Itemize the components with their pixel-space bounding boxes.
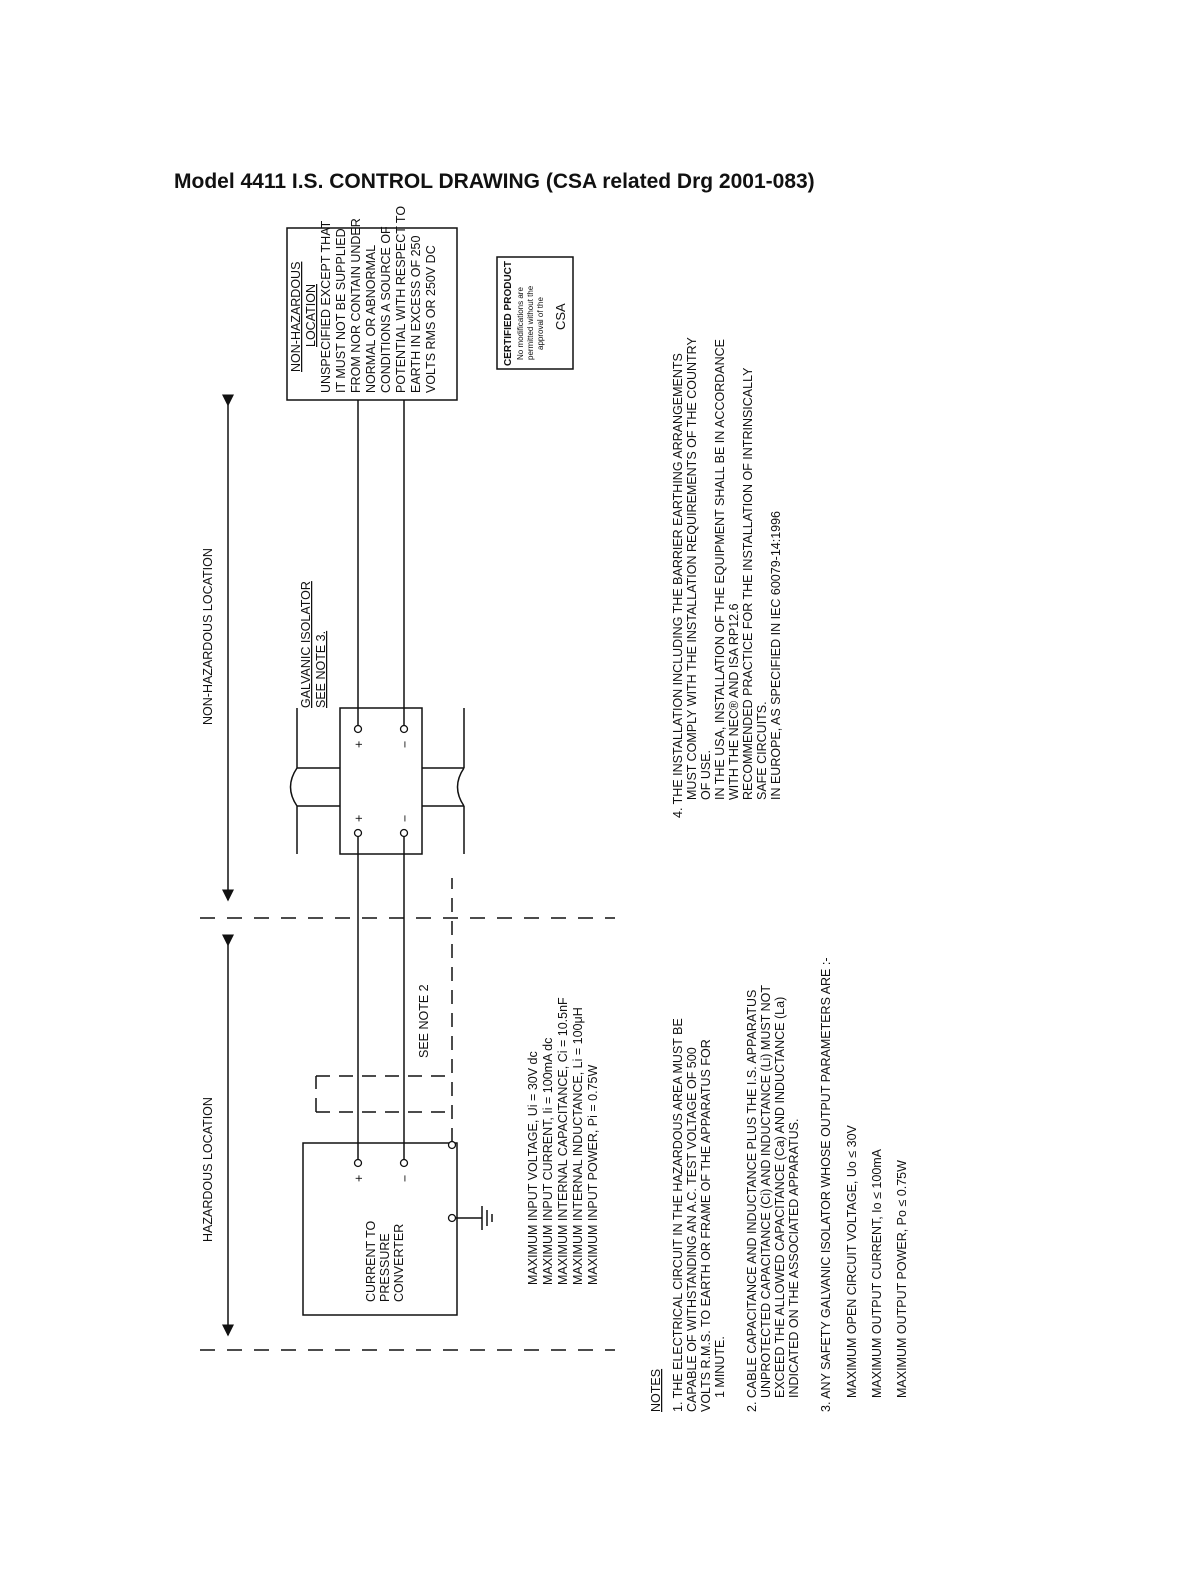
note-4-line-5: WITH THE NEC® AND ISA RP12.6 [727,603,741,800]
note-1-line-2: CAPABLE OF WITHSTANDING AN A.C. TEST VOLTAGE OF 500 [685,1047,699,1412]
isolator-plus-out-sign: + [352,740,366,748]
note-4-line-3: OF USE. [699,749,713,800]
converter-plus-terminal [355,1160,362,1167]
non-hazardous-box-line-1: UNSPECIFIED EXCEPT THAT [319,220,333,393]
isolator-minus-out-terminal [401,726,408,733]
converter-label-line-2: PRESSURE [378,1233,392,1302]
non-hazardous-box-line-4: NORMAL OR ABNORMAL [364,244,378,393]
non-hazardous-box-line-5: CONDITIONS A SOURCE OF [379,226,393,393]
note-3-line-1: 3. ANY SAFETY GALVANIC ISOLATOR WHOSE OUTPUT PARAMETERS ARE :- [819,957,833,1412]
parameter-3: MAXIMUM INTERNAL CAPACITANCE, Ci = 10.5nF [556,997,570,1285]
parameter-5: MAXIMUM INPUT POWER, Pi = 0.75W [586,1064,600,1285]
non-hazardous-box-heading-1: NON-HAZARDOUS [289,261,303,372]
note-3-line-2: MAXIMUM OPEN CIRCUIT VOLTAGE, Uo ≤ 30V [845,1125,859,1398]
see-note-2-label: SEE NOTE 2 [417,984,431,1058]
note-3-line-4: MAXIMUM OUTPUT POWER, Po ≤ 0.75W [895,1160,909,1398]
non-hazardous-box-line-3: FROM NOR CONTAIN UNDER [349,218,363,393]
note-4-line-1: 4. THE INSTALLATION INCLUDING THE BARRIER EARTHING ARRANGEMENTS [671,353,685,818]
certified-heading: CERTIFIED PRODUCT [503,261,514,366]
converter-label-line-1: CURRENT TO [364,1220,378,1302]
note-1-line-1: 1. THE ELECTRICAL CIRCUIT IN THE HAZARDOUS AREA MUST BE [671,1018,685,1412]
note-2-line-1: 2. CABLE CAPACITANCE AND INDUCTANCE PLUS THE I.S. APPARATUS [745,989,759,1412]
non-hazardous-box-line-2: IT MUST NOT BE SUPPLIED [334,228,348,393]
isolator-label: GALVANIC ISOLATOR [299,581,313,708]
non-hazardous-box-line-7: EARTH IN EXCESS OF 250 [409,235,423,393]
certified-line-2: permitted without the [526,285,535,360]
isolator-cable [291,708,465,854]
isolator-plus-in-sign: + [352,814,366,822]
note-2-line-3: EXCEED THE ALLOWED CAPACITANCE (Ca) AND INDUCTANCE (La) [773,996,787,1398]
drawing-title: Model 4411 I.S. CONTROL DRAWING (CSA related Drg 2001-083) [174,170,815,193]
note-4-line-4: IN THE USA, INSTALLATION OF THE EQUIPMENT SHALL BE IN ACCORDANCE [713,339,727,800]
note-4-line-6: RECOMMENDED PRACTICE FOR THE INSTALLATION OF INTRINSICALLY [741,367,755,800]
parameter-4: MAXIMUM INTERNAL INDUCTANCE, Li = 100μH [571,1007,585,1285]
shield-terminal [449,1142,456,1149]
isolator-plus-in-terminal [355,830,362,837]
parameter-1: MAXIMUM INPUT VOLTAGE, Ui = 30V dc [526,1051,540,1285]
converter-minus-terminal [401,1160,408,1167]
note-1-line-3: VOLTS R.M.S. TO EARTH OR FRAME OF THE APPARATUS FOR [699,1039,713,1412]
isolator-minus-in-sign: − [398,814,412,822]
non-hazardous-box-line-8: VOLTS RMS OR 250V DC [424,245,438,393]
converter-label-line-3: CONVERTER [392,1223,406,1302]
isolator-plus-out-terminal [355,726,362,733]
note-2-line-4: INDICATED ON THE ASSOCIATED APPARATUS. [787,1118,801,1398]
isolator-minus-in-terminal [401,830,408,837]
note-2-line-2: UNPROTECTED CAPACITANCE (Ci) AND INDUCTANCE (Li) MUST NOT [759,985,773,1398]
earth-terminal [449,1215,456,1222]
parameter-2: MAXIMUM INPUT CURRENT, Ii = 100mA dc [541,1037,555,1285]
certified-line-1: No modifications are [516,287,525,360]
note-4-line-7: SAFE CIRCUITS. [755,701,769,800]
non-hazardous-location-label: NON-HAZARDOUS LOCATION [201,548,215,725]
non-hazardous-box-heading-2: LOCATION [304,284,318,347]
note-1-line-4: 1 MINUTE. [713,1336,727,1398]
notes-heading: NOTES [649,1368,663,1412]
non-hazardous-box-line-6: POTENTIAL WITH RESPECT TO [394,205,408,393]
isolator-box [340,708,422,854]
isolator-see-note: SEE NOTE 3. [314,630,328,708]
note-3-line-3: MAXIMUM OUTPUT CURRENT, Io ≤ 100mA [870,1148,884,1398]
certified-org: CSA [553,303,568,330]
hazardous-location-label: HAZARDOUS LOCATION [201,1097,215,1242]
converter-plus-sign: + [352,1174,366,1182]
converter-minus-sign: − [398,1174,412,1182]
note-4-line-8: IN EUROPE, AS SPECIFIED IN IEC 60079-14:1996 [769,510,783,800]
certified-line-3: approval of the [536,297,545,350]
isolator-minus-out-sign: − [398,740,412,748]
note-4-line-2: MUST COMPLY WITH THE INSTALLATION REQUIREMENTS OF THE COUNTRY [685,337,699,800]
